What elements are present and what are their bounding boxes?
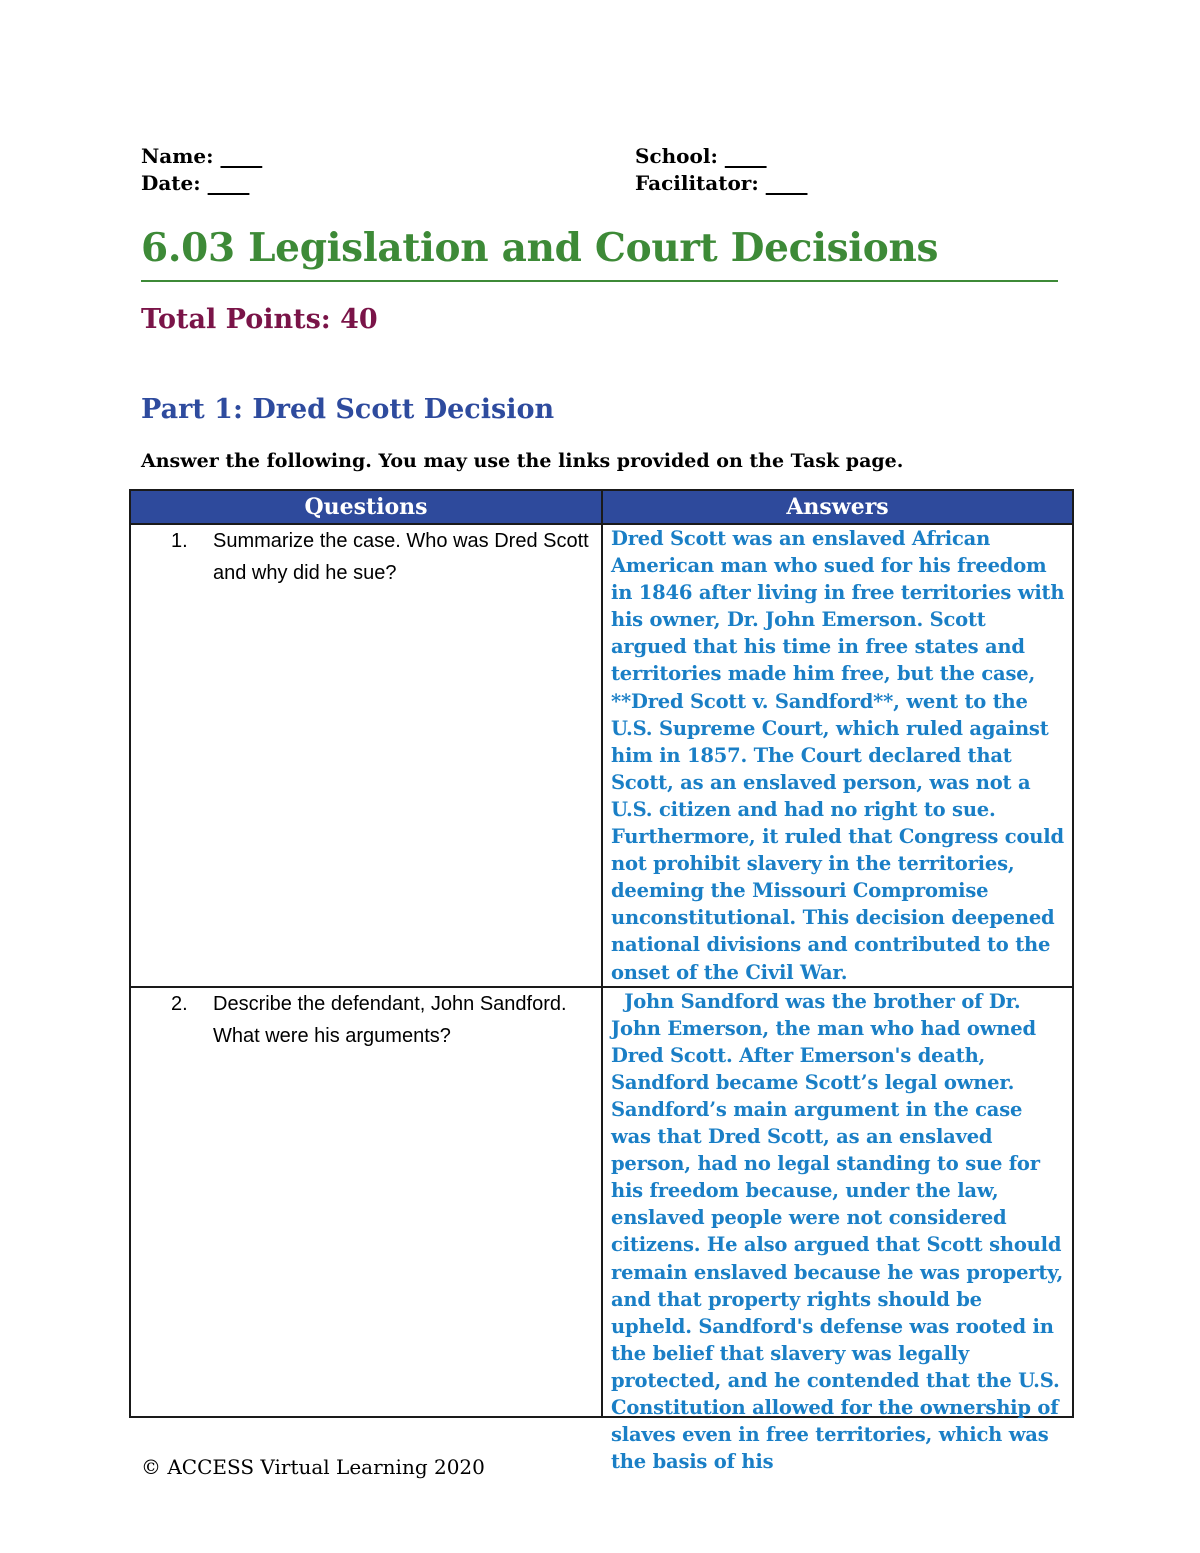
question-cell (130, 524, 602, 987)
question-cell (130, 987, 602, 1417)
table-header-row (130, 490, 1073, 524)
answer-text[interactable]: John Sandford was the brother of Dr. John Emerson, the man who had owned Dred Scott. After Emerson's death, Sandford became Scott’s legal owner. Sandford’s main argument in the case was that Dred Scott, as an enslaved person, had no legal standing to sue for his freedom because, under the law, enslaved people were not considered citizens. He also argued that Scott should remain enslaved because he was property, and that property rights should be upheld. Sandford's defense was rooted in the belief that slavery was legally protected, and he contended that the U.S. Constitution allowed for the ownership of slaves even in free territories, which was the basis of his (611, 989, 1070, 1474)
name-field (141, 143, 262, 170)
answer-cell[interactable] (602, 987, 1073, 1474)
date-field (141, 170, 249, 197)
facilitator-field (635, 170, 807, 197)
table-row (130, 524, 1073, 987)
part-heading: Part 1: Dred Scott Decision (141, 394, 555, 425)
footer-copyright: © ACCESS Virtual Learning 2020 (141, 1455, 485, 1479)
question-text: Summarize the case. Who was Dred Scott and why did he sue? (213, 530, 589, 584)
total-points: Total Points: 40 (141, 304, 378, 335)
name-label: Name: (141, 144, 214, 168)
question-number: 1. (171, 530, 188, 552)
facilitator-blank[interactable] (766, 171, 808, 195)
questions-header: Questions (130, 490, 602, 524)
school-blank[interactable] (725, 144, 767, 168)
date-blank[interactable] (208, 171, 250, 195)
answers-header: Answers (602, 490, 1073, 524)
question-number: 2. (171, 992, 188, 1015)
instructions: Answer the following. You may use the links provided on the Task page. (141, 450, 904, 472)
date-label: Date: (141, 171, 201, 195)
question-text: Describe the defendant, John Sandford. What were his arguments? (213, 992, 567, 1047)
answer-text[interactable]: Dred Scott was an enslaved African American man who sued for his freedom in 1846 after living in free territories with his owner, Dr. John Emerson. Scott argued that his time in free states and territories made him free, but the case, **Dred Scott v. Sandford**, went to the U.S. Supreme Court, which ruled against him in 1857. The Court declared that Scott, as an enslaved person, was not a U.S. citizen and had no right to sue. Furthermore, it ruled that Congress could not prohibit slavery in the territories, deeming the Missouri Compromise unconstitutional. This decision deepened national divisions and contributed to the onset of the Civil War. (611, 527, 1065, 984)
answer-cell[interactable] (602, 524, 1073, 987)
school-field (635, 143, 767, 170)
school-label: School: (635, 144, 718, 168)
facilitator-label: Facilitator: (635, 171, 759, 195)
document-title: 6.03 Legislation and Court Decisions (141, 222, 1058, 282)
table-row (130, 987, 1073, 1417)
name-blank[interactable] (220, 144, 262, 168)
